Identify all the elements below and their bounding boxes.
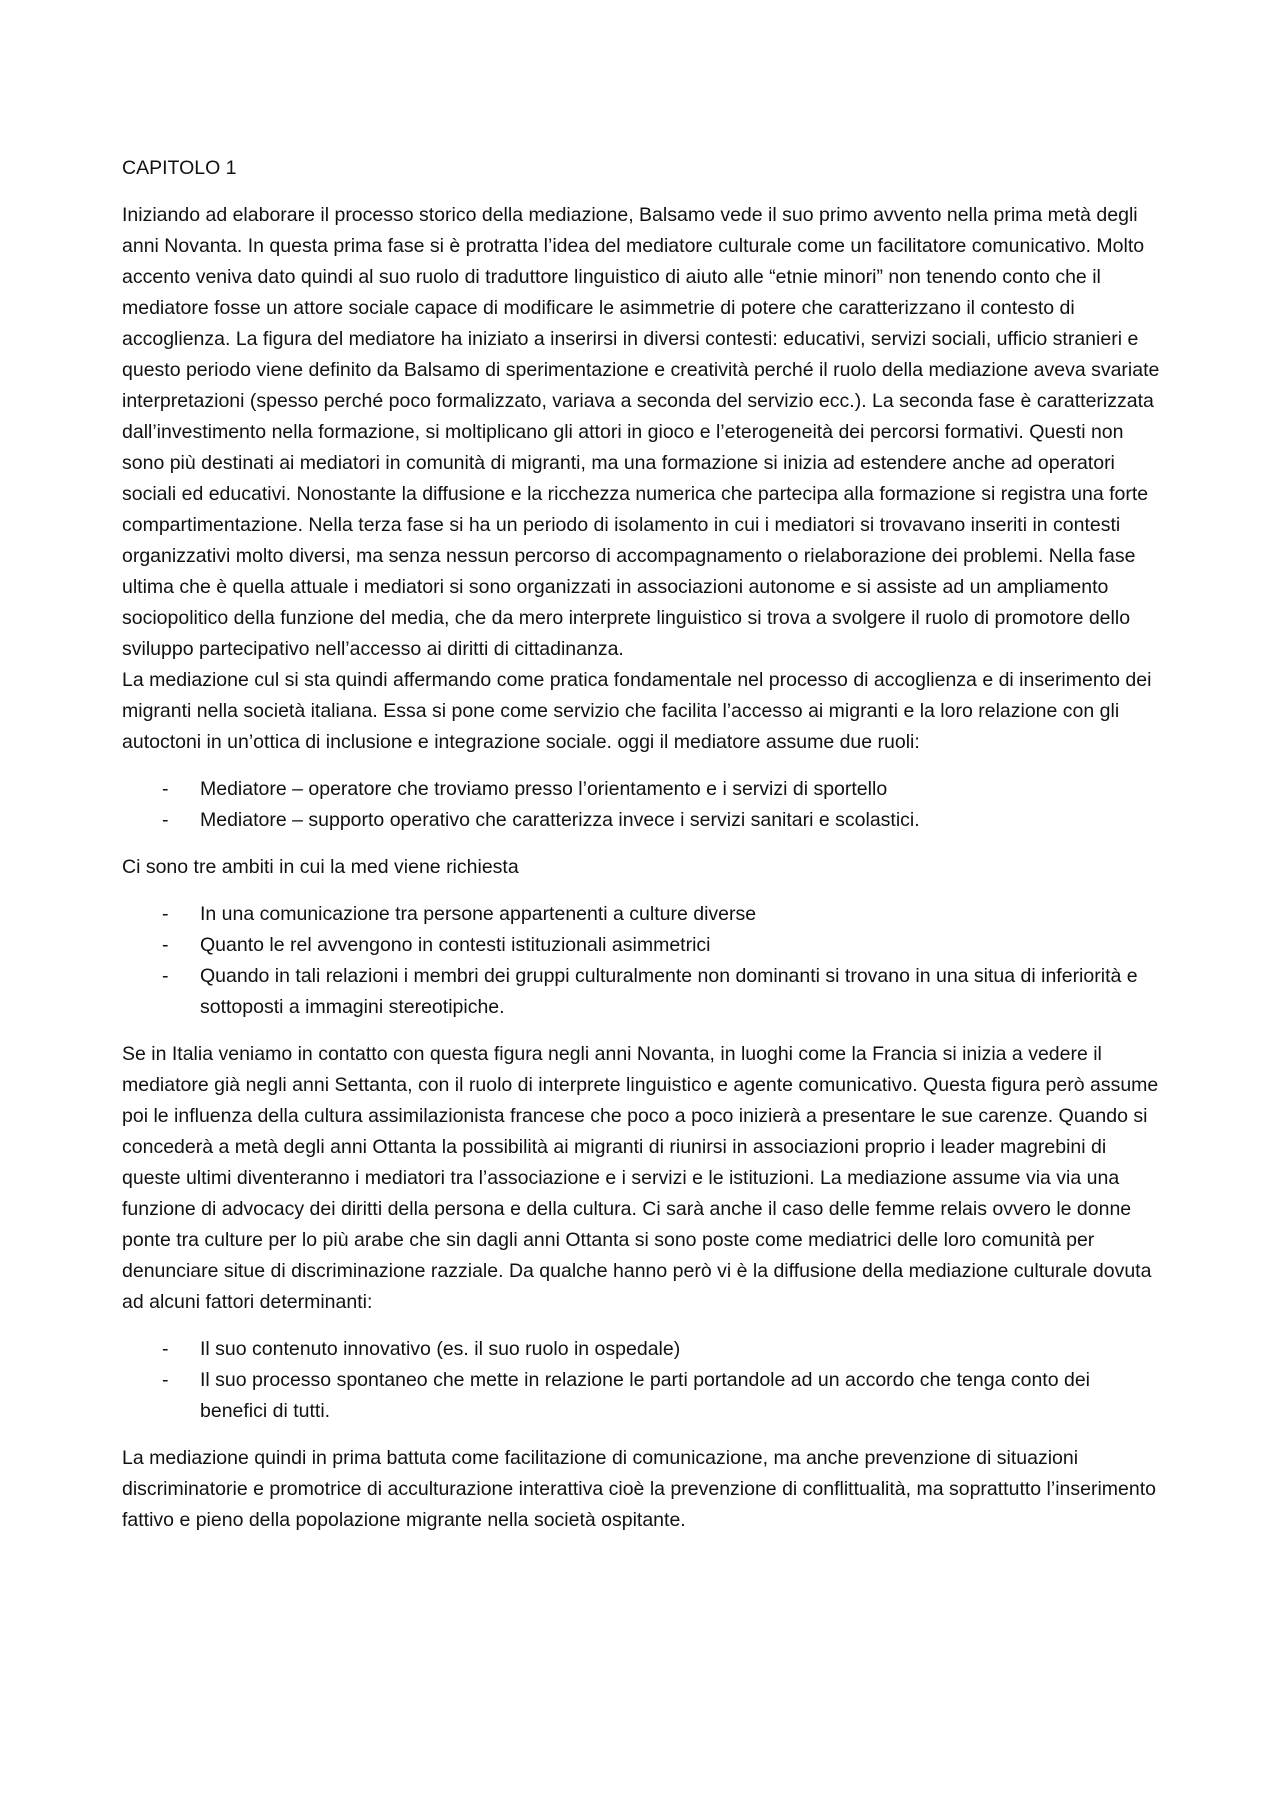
paragraph-mediation-roles: La mediazione cul si sta quindi affermando come pratica fondamentale nel processo di accoglienza e di inserimento dei migranti nella società italiana. Essa si pone come servizio che facilita l’accesso ai migranti e la loro relazione con gli autoctoni in un’ottica di inclusione e integrazione sociale. oggi il mediatore assume due ruoli: <box>122 669 1152 753</box>
list-item-text: Mediatore – supporto operativo che caratterizza invece i servizi sanitari e scolastici. <box>200 809 920 831</box>
list-item-text: Mediatore – operatore che troviamo presso l’orientamento e i servizi di sportello <box>200 778 888 800</box>
list-determining-factors <box>122 1334 1162 1427</box>
paragraph-scopes-intro: Ci sono tre ambiti in cui la med viene richiesta <box>122 856 519 878</box>
list-item <box>122 899 1162 930</box>
list-item <box>122 1334 1162 1365</box>
list-marker: - <box>162 1338 169 1360</box>
list-item-text: Il suo contenuto innovativo (es. il suo ruolo in ospedale) <box>200 1338 681 1360</box>
list-item <box>122 805 1162 836</box>
list-item-text: In una comunicazione tra persone appartenenti a culture diverse <box>200 903 757 925</box>
list-item <box>122 774 1162 805</box>
paragraph-france-history: Se in Italia veniamo in contatto con questa figura negli anni Novanta, in luoghi come la Francia si inizia a vedere il mediatore già negli anni Settanta, con il ruolo di interprete linguistico e agente comunicativo. Questa figura però assume poi le influenza della cultura assimilazionista francese che poco a poco inizierà a presentare le sue carenze. Quando si concederà a metà degli anni Ottanta la possibilità ai migranti di riunirsi in associazioni proprio i leader magrebini di queste ultimi diventeranno i mediatori tra l’associazione e i servizi e le istituzioni. La mediazione assume via via una funzione di advocacy dei diritti della persona e della cultura. Ci sarà anche il caso delle femme relais ovvero le donne ponte tra culture per lo più arabe che sin dagli anni Ottanta si sono poste come mediatrici delle loro comunità per denunciare situe di discriminazione razziale. Da qualche hanno però vi è la diffusione della mediazione culturale dovuta ad alcuni fattori determinanti: <box>122 1043 1159 1313</box>
list-item-text: Quanto le rel avvengono in contesti istituzionali asimmetrici <box>200 934 711 956</box>
list-item <box>122 961 1162 1023</box>
list-marker: - <box>162 903 169 925</box>
list-item-text: Quando in tali relazioni i membri dei gruppi culturalmente non dominanti si trovano in una situa di inferiorità e sottoposti a immagini stereotipiche. <box>200 965 1138 1018</box>
paragraph-history: Iniziando ad elaborare il processo storico della mediazione, Balsamo vede il suo primo avvento nella prima metà degli anni Novanta. In questa prima fase si è protratta l’idea del mediatore culturale come un facilitatore comunicativo. Molto accento veniva dato quindi al suo ruolo di traduttore linguistico di aiuto alle “etnie minori” non tenendo conto che il mediatore fosse un attore sociale capace di modificare le asimmetrie di potere che caratterizzano il contesto di accoglienza. La figura del mediatore ha iniziato a inserirsi in diversi contesti: educativi, servizi sociali, ufficio stranieri e questo periodo viene definito da Balsamo di sperimentazione e creatività perché il ruolo della mediazione aveva svariate interpretazioni (spesso perché poco formalizzato, variava a seconda del servizio ecc.). La seconda fase è caratterizzata dall’investimento nella formazione, si moltiplicano gli attori in gioco e l’eterogeneità dei percorsi formativi. Questi non sono più destinati ai mediatori in comunità di migranti, ma una formazione si inizia ad estendere anche ad operatori sociali ed educativi. Nonostante la diffusione e la ricchezza numerica che partecipa alla formazione si registra una forte compartimentazione. Nella terza fase si ha un periodo di isolamento in cui i mediatori si trovavano inseriti in contesti organizzativi molto diversi, ma senza nessun percorso di accompagnamento o rielaborazione dei problemi. Nella fase ultima che è quella attuale i mediatori si sono organizzati in associazioni autonome e si assiste ad un ampliamento sociopolitico della funzione del media, che da mero interprete linguistico si trova a svolgere il ruolo di promotore dello sviluppo partecipativo nell’accesso ai diritti di cittadinanza. <box>122 204 1160 660</box>
list-item-text: Il suo processo spontaneo che mette in relazione le parti portandole ad un accordo che tenga conto dei benefici di tutti. <box>200 1369 1091 1422</box>
list-marker: - <box>162 809 169 831</box>
list-marker: - <box>162 965 169 987</box>
list-item <box>122 1365 1162 1427</box>
list-mediator-roles <box>122 774 1162 836</box>
list-marker: - <box>162 778 169 800</box>
chapter-title: CAPITOLO 1 <box>122 157 237 179</box>
paragraph-conclusion: La mediazione quindi in prima battuta come facilitazione di comunicazione, ma anche prevenzione di situazioni discriminatorie e promotrice di acculturazione interattiva cioè la prevenzione di conflittualità, ma soprattutto l’inserimento fattivo e pieno della popolazione migrante nella società ospitante. <box>122 1447 1156 1531</box>
list-item <box>122 930 1162 961</box>
list-mediation-scopes <box>122 899 1162 1023</box>
list-marker: - <box>162 934 169 956</box>
list-marker: - <box>162 1369 169 1391</box>
